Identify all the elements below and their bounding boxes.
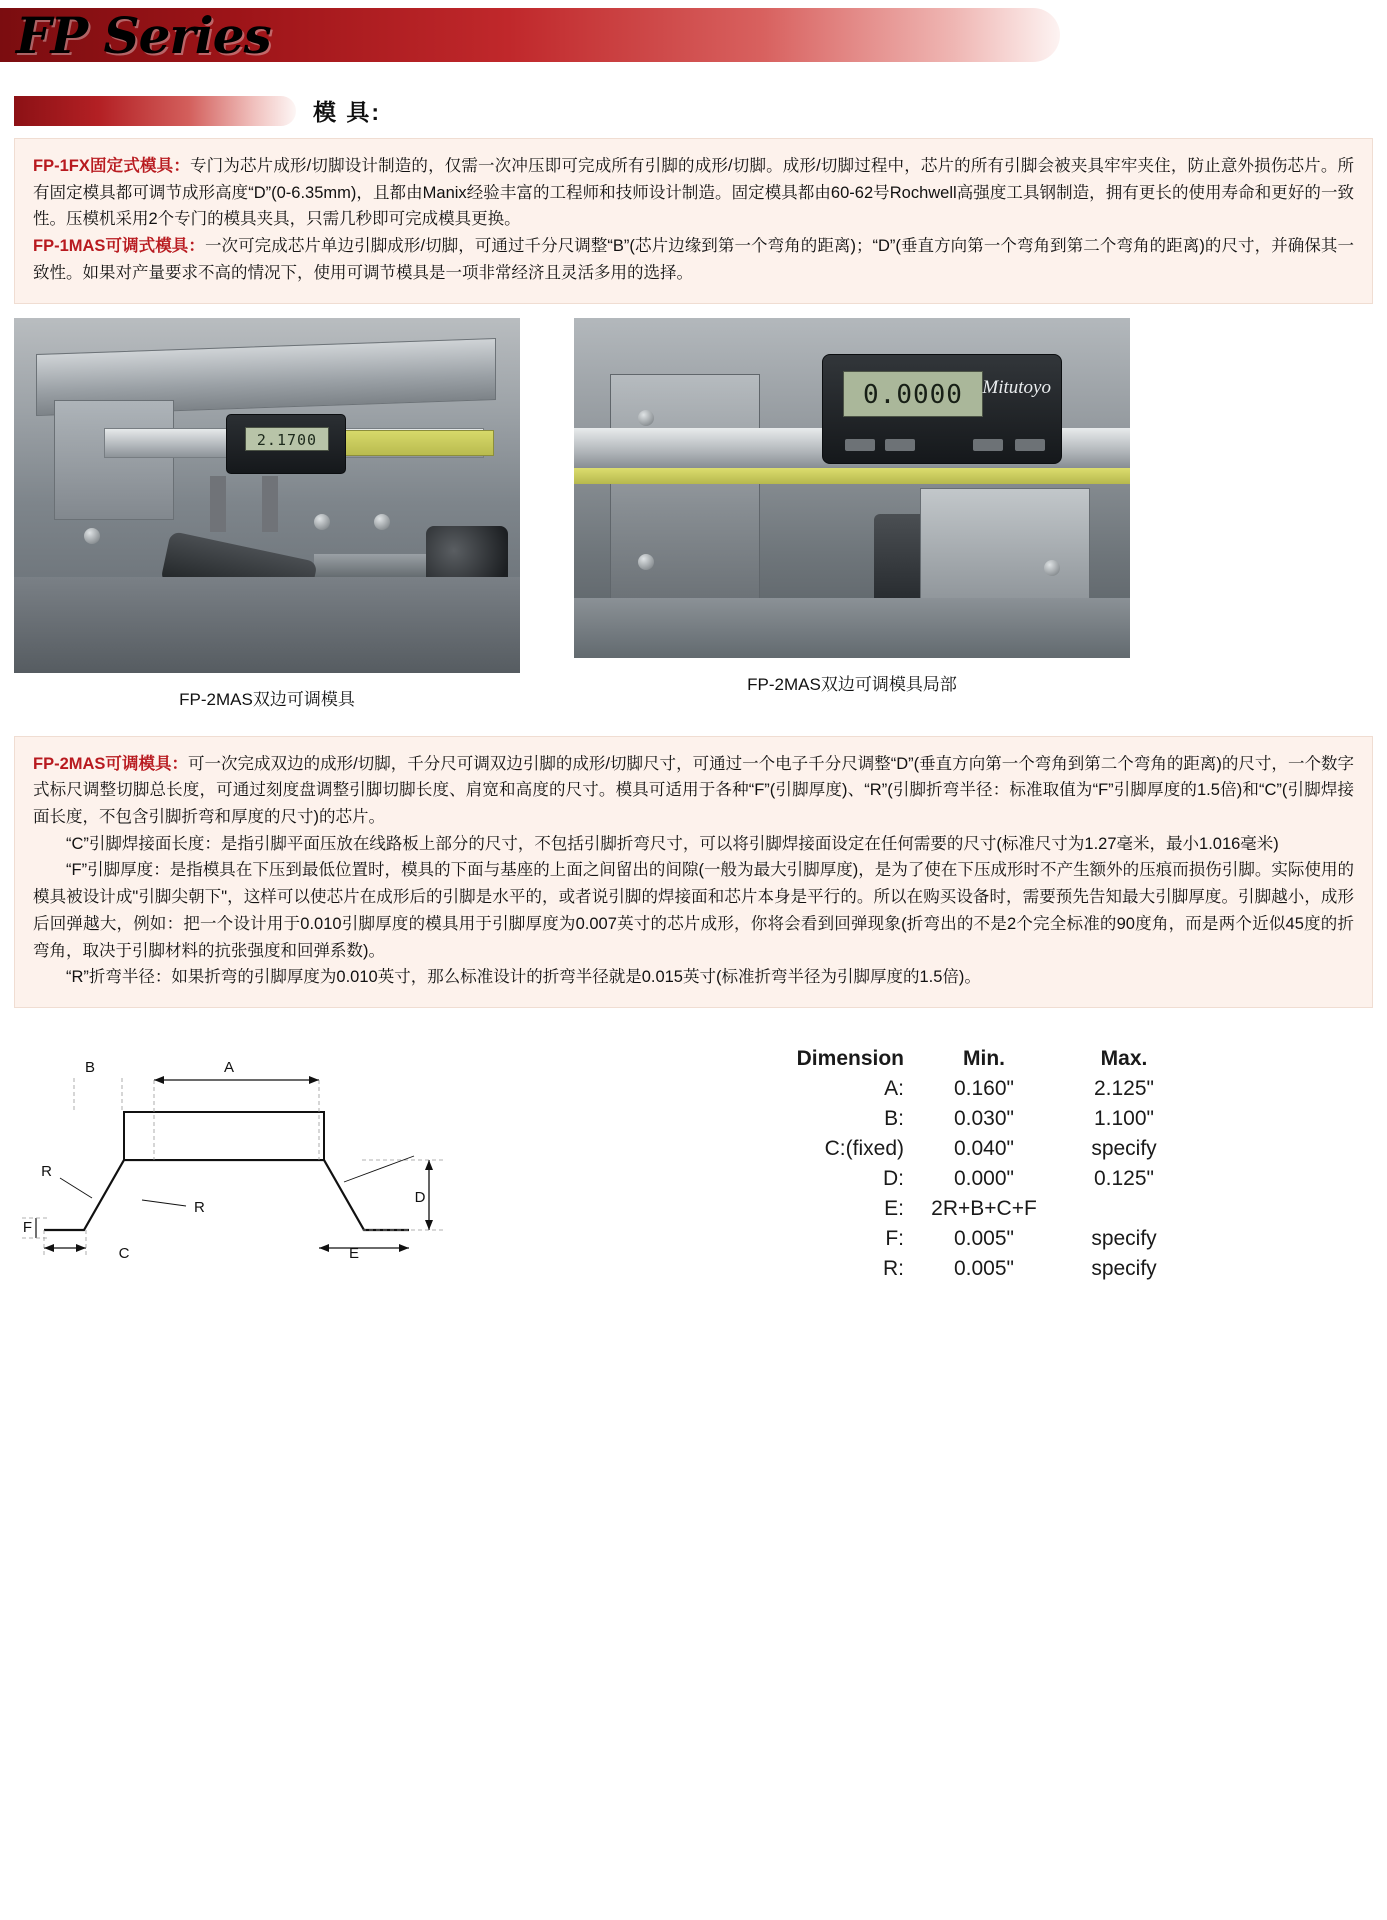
photo-block-right: [574, 318, 1130, 710]
cell-max: [1054, 1194, 1194, 1224]
fixture-post-left: [210, 476, 226, 532]
cell-max: specify: [1091, 1257, 1157, 1281]
fixture-left-block: [54, 400, 174, 520]
cell-dimension: E:: [884, 1197, 904, 1221]
cell-dimension: C:(fixed): [824, 1137, 904, 1161]
cell-max: 0.125": [1093, 1167, 1154, 1191]
arrow-icon: [44, 1244, 54, 1252]
photo-fp2mas-detail: [574, 318, 1130, 658]
detail-right-block: [920, 488, 1090, 608]
arrow-icon: [425, 1220, 433, 1230]
detail-base-plate: [574, 598, 1130, 658]
cell-min: 0.005": [953, 1227, 1014, 1251]
drawing-label-D: D: [414, 1189, 426, 1207]
intro-fx-body: 专门为芯片成形/切脚设计制造的，仅需一次冲压即可完成所有引脚的成形/切脚。成形/切脚过程中，芯片的所有引脚会被夹具牢牢夹住，防止意外损伤芯片。所有固定模具都可调节成形高度“D”(0-6.35mm)，且都由Manix经验丰富的工程师和技师设计制造。固定模具都由60-62号Rochwell高强度工具钢制造，拥有更长的使用寿命和更好的一致性。压模机采用2个专门的模具夹具，只需几秒即可完成模具更换。: [33, 157, 1354, 229]
screw-icon: [638, 410, 654, 426]
caliper-button: [845, 439, 875, 451]
leader-line-r2: [142, 1200, 186, 1206]
drawing-label-E: E: [348, 1245, 360, 1263]
caliper-lcd-display: 0.0000: [843, 371, 983, 417]
details-paragraph-c: “C”引脚焊接面长度：是指引脚平面压放在线路板上部分的尺寸，不包括引脚折弯尺寸，可以将引脚焊接面设定在任何需要的尺寸(标准尺寸为1.27毫米，最小1.016毫米): [66, 834, 1279, 853]
intro-mas-paragraph: [33, 233, 1354, 286]
fixture-base-plate: [14, 577, 520, 673]
drawing-label-A: A: [223, 1059, 235, 1077]
section-label: 模 具:: [313, 99, 382, 125]
screw-icon: [638, 554, 654, 570]
arrow-icon: [319, 1244, 329, 1252]
details-paragraph-f: “F”引脚厚度：是指模具在下压到最低位置时，模具的下面与基座的上面之间留出的间隙(一般为最大引脚厚度)，是为了使在下压成形时不产生额外的压痕而损伤引脚。实际使用的模具被设计成"引脚尖朝下"，这样可以使芯片在成形后的引脚是水平的，或者说引脚的焊接面和芯片本身是平行的。所以在购买设备时，需要预先告知最大引脚厚度。引脚越小，成形后回弹越大，例如：把一个设计用于0.010引脚厚度的模具用于引脚厚度为0.007英寸的芯片成形，你将会看到回弹现象(折弯出的不是2个完全标准的90度角，而是两个近似45度的折弯角，取决于引脚材料的抗张强度和回弹系数)。: [33, 861, 1354, 960]
photo-fp2mas-full: [14, 318, 520, 673]
cell-dimension: D:: [883, 1167, 904, 1191]
detail-yellow-scale: [574, 468, 1130, 484]
details-mas2-body: 可一次完成双边的成形/切脚，千分尺可调双边引脚的成形/切脚尺寸，可通过一个电子千分尺调整“D”(垂直方向第一个弯角到第二个弯角的距离)的尺寸，一个数字式标尺调整切脚总长度，可通过刻度盘调整引脚切脚长度、肩宽和高度的尺寸。模具可适用于各种“F”(引脚厚度)、“R”(引脚折弯半径：标准取值为“F”引脚厚度的1.5倍)和“C”(引脚焊接面长度，不包含引脚折弯和厚度的尺寸)的芯片。: [33, 754, 1354, 827]
cell-max: specify: [1091, 1137, 1157, 1161]
photo-block-left: [14, 318, 520, 710]
details-mas2-paragraph: [33, 751, 1354, 831]
cell-min: 0.030": [953, 1107, 1014, 1131]
table-row: [734, 1194, 1194, 1224]
caliper-button: [885, 439, 915, 451]
screw-icon: [84, 528, 100, 544]
photo-caption-right: FP-2MAS双边可调模具局部: [747, 674, 957, 694]
cell-min: 0.000": [953, 1167, 1014, 1191]
section-pill-bar: [14, 96, 296, 126]
table-row: [734, 1164, 1194, 1194]
drawing-label-R1: R: [41, 1163, 52, 1181]
photo-row: [14, 318, 1373, 710]
dimension-table-block: [634, 1030, 1334, 1285]
intro-mas-lead: FP-1MAS可调式模具：: [33, 237, 205, 256]
lead-form-drawing: [14, 1030, 634, 1285]
details-paragraph-r: “R”折弯半径：如果折弯的引脚厚度为0.010英寸，那么标准设计的折弯半径就是0.015英寸(标准折弯半径为引脚厚度的1.5倍)。: [66, 968, 981, 987]
fixture-post-right: [262, 476, 278, 532]
intro-fx-paragraph: [33, 153, 1354, 233]
cell-max: 1.100": [1093, 1107, 1154, 1131]
arrow-icon: [154, 1076, 164, 1084]
cell-min: 0.040": [953, 1137, 1014, 1161]
page-title: FP Series: [16, 6, 271, 65]
photo-caption-left: FP-2MAS双边可调模具: [179, 689, 355, 709]
intro-panel: [14, 138, 1373, 304]
cell-max: 2.125": [1093, 1077, 1154, 1101]
screw-icon: [1044, 560, 1060, 576]
page-header: [0, 0, 1387, 72]
section-header: [0, 86, 1387, 138]
caliper-button: [1015, 439, 1045, 451]
table-header-row: [734, 1044, 1194, 1074]
caliper-lcd-display: 2.1700: [245, 427, 329, 451]
table-row: [734, 1134, 1194, 1164]
table-row: [734, 1074, 1194, 1104]
details-mas2-lead: FP-2MAS可调模具：: [33, 754, 188, 773]
cell-min: 0.005": [953, 1257, 1014, 1281]
arrow-icon: [76, 1244, 86, 1252]
dimension-table: [734, 1044, 1194, 1284]
intro-mas-body: 一次可完成芯片单边引脚成形/切脚，可通过千分尺调整“B”(芯片边缘到第一个弯角的距离)；“D”(垂直方向第一个弯角到第二个弯角的距离)的尺寸，并确保其一致性。如果对产量要求不高的情况下，使用可调节模具是一项非常经济且灵活多用的选择。: [33, 237, 1354, 282]
intro-fx-lead: FP-1FX固定式模具：: [33, 157, 190, 175]
details-panel: [14, 736, 1373, 1008]
arrow-icon: [425, 1160, 433, 1170]
bottom-row: [14, 1030, 1373, 1285]
screw-icon: [314, 514, 330, 530]
caliper-button: [973, 439, 1003, 451]
table-row: [734, 1254, 1194, 1284]
cell-dimension: A:: [884, 1077, 904, 1101]
col-header-dimension: Dimension: [796, 1047, 904, 1071]
drawing-label-B: B: [84, 1059, 96, 1077]
col-header-min: Min.: [963, 1047, 1005, 1071]
cell-dimension: B:: [884, 1107, 904, 1131]
screw-icon: [374, 514, 390, 530]
table-row: [734, 1224, 1194, 1254]
drawing-svg: [14, 1030, 634, 1280]
cell-min: 2R+B+C+F: [931, 1197, 1037, 1221]
leader-line-r1: [60, 1178, 92, 1198]
detail-left-block: [610, 374, 760, 604]
cell-max: specify: [1091, 1227, 1157, 1251]
cell-dimension: F:: [885, 1227, 904, 1251]
caliper-brand-label: Mitutoyo: [982, 376, 1051, 398]
fixture-yellow-scale: [344, 430, 494, 456]
drawing-label-F: F: [22, 1219, 32, 1237]
cell-dimension: R:: [883, 1257, 904, 1281]
lead-profile-path: [44, 1160, 409, 1230]
drawing-label-C: C: [118, 1245, 130, 1263]
digital-caliper: [822, 354, 1062, 464]
digital-caliper: [226, 414, 346, 474]
arrow-icon: [309, 1076, 319, 1084]
cell-min: 0.160": [953, 1077, 1014, 1101]
arrow-icon: [399, 1244, 409, 1252]
col-header-max: Max.: [1100, 1047, 1148, 1071]
drawing-label-R2: R: [194, 1199, 205, 1217]
table-row: [734, 1104, 1194, 1134]
